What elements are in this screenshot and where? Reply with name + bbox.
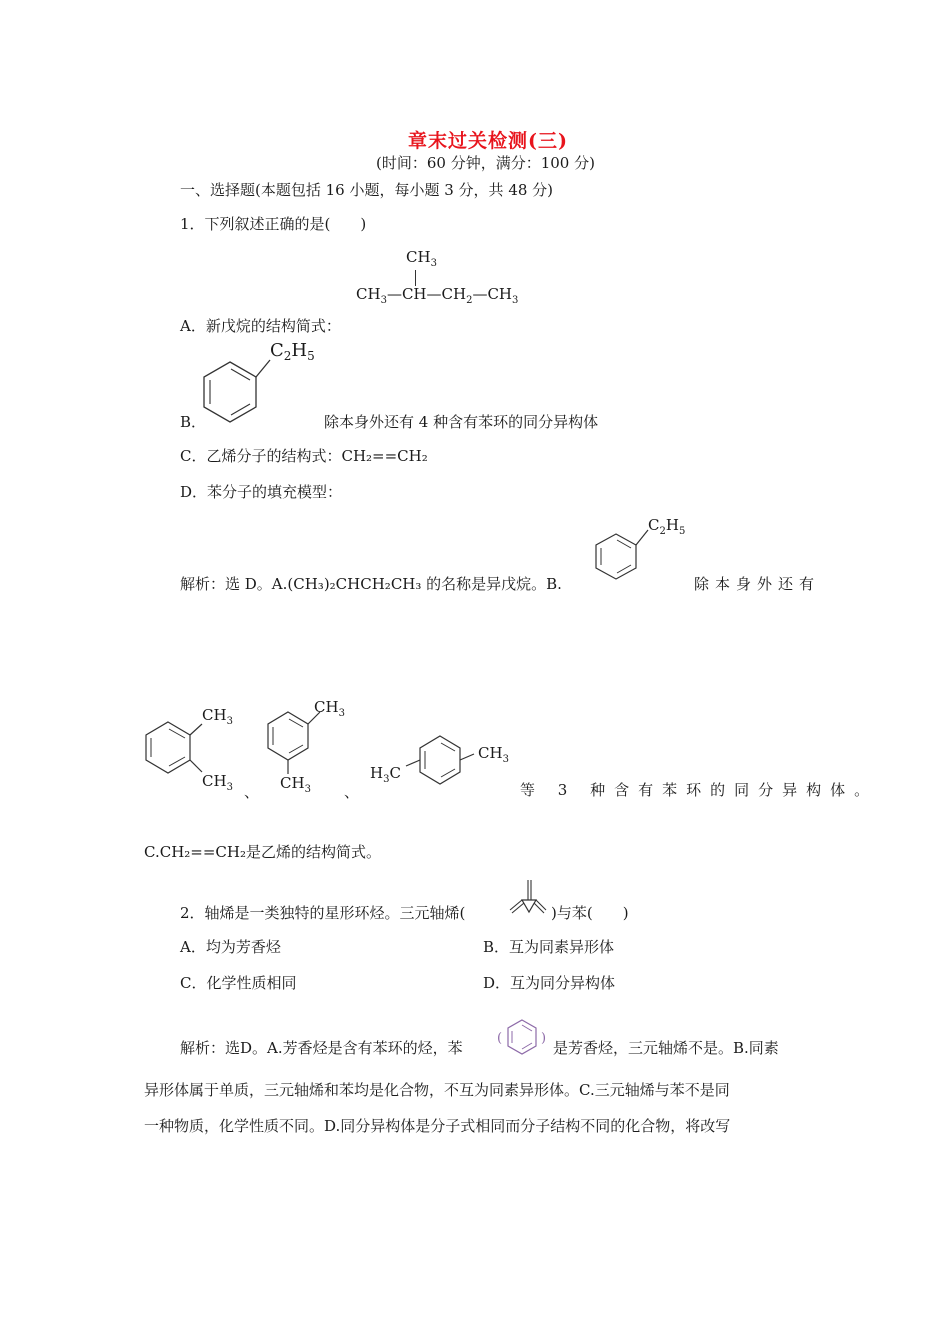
svg-text:(: ( bbox=[497, 1031, 503, 1046]
q1-option-b-label: B． bbox=[180, 413, 207, 431]
q1-analysis-isomers: 等 3 种含有苯环的同分异构体。 bbox=[520, 781, 879, 799]
ortho-methyl-bottom: $CH_3$ bbox=[202, 772, 233, 793]
q2-analysis-mid: 是芳香烃，三元轴烯不是。B.同素 bbox=[553, 1039, 779, 1057]
branch-methyl: $CH_3$ bbox=[406, 248, 437, 269]
q1-option-c: C．乙烯分子的结构式：CH₂==CH₂ bbox=[180, 447, 428, 465]
ethyl-group-label: $C_2H_5$ bbox=[270, 340, 315, 363]
para-methyl-left: $H_3C$ bbox=[370, 764, 401, 785]
radialene-structure bbox=[498, 870, 558, 930]
q2-option-d: D．互为同分异构体 bbox=[483, 974, 616, 992]
q1-option-a-label: A．新戊烷的结构简式： bbox=[180, 317, 341, 335]
meta-xylene-structure bbox=[262, 698, 362, 788]
q2-option-b: B．互为同素异形体 bbox=[483, 938, 615, 956]
q1-analysis: 解析：选 D。A.(CH₃)₂CHCH₂CH₃ 的名称是异戊烷。B. bbox=[180, 575, 562, 593]
q2-option-c: C．化学性质相同 bbox=[180, 974, 297, 992]
section-heading: 一、选择题(本题包括 16 小题，每小题 3 分，共 48 分) bbox=[180, 181, 554, 199]
q2-stem-end: )与苯( ) bbox=[551, 904, 629, 922]
para-methyl-right: $CH_3$ bbox=[478, 744, 509, 765]
exam-info: (时间：60 分钟，满分：100 分) bbox=[376, 154, 595, 172]
q2-analysis-start: 解析：选D。A.芳香烃是含有苯环的烃，苯 bbox=[180, 1039, 463, 1057]
q2-analysis-line2: 异形体属于单质，三元轴烯和苯均是化合物，不互为同素异形体。C.三元轴烯与苯不是同 bbox=[144, 1081, 730, 1099]
separator-1: 、 bbox=[244, 783, 260, 801]
meta-methyl-top: $CH_3$ bbox=[314, 698, 345, 719]
ortho-methyl-top: $CH_3$ bbox=[202, 706, 233, 727]
meta-methyl-bottom: $CH_3$ bbox=[280, 774, 311, 795]
q2-option-a: A．均为芳香烃 bbox=[180, 938, 281, 956]
q1-analysis-tail: 除本身外还有 bbox=[694, 575, 821, 593]
q2-stem-start: 2．轴烯是一类独特的星形环烃。三元轴烯( bbox=[180, 904, 466, 922]
q1-stem: 1．下列叙述正确的是( ) bbox=[180, 215, 367, 233]
q1-option-d: D．苯分子的填充模型： bbox=[180, 483, 343, 501]
q2-analysis-line3: 一种物质，化学性质不同。D.同分异构体是分子式相同而分子结构不同的化合物，将改写 bbox=[144, 1117, 731, 1135]
para-xylene-structure bbox=[390, 726, 510, 806]
page-title: 章末过关检测(三) bbox=[408, 130, 568, 152]
ethyl-label-small: $C_2H_5$ bbox=[648, 516, 686, 537]
separator-2: 、 bbox=[344, 783, 360, 801]
branch-bond bbox=[415, 270, 416, 286]
benzene-kekule-structure bbox=[495, 1014, 549, 1060]
q1-option-b-text: 除本身外还有 4 种含有苯环的同分异构体 bbox=[324, 413, 599, 431]
svg-text:): ) bbox=[541, 1031, 547, 1046]
q1-analysis-c: C.CH₂==CH₂是乙烯的结构简式。 bbox=[144, 843, 381, 861]
main-chain-formula: $CH_3—CH—CH_2—CH_3$ bbox=[356, 285, 519, 306]
